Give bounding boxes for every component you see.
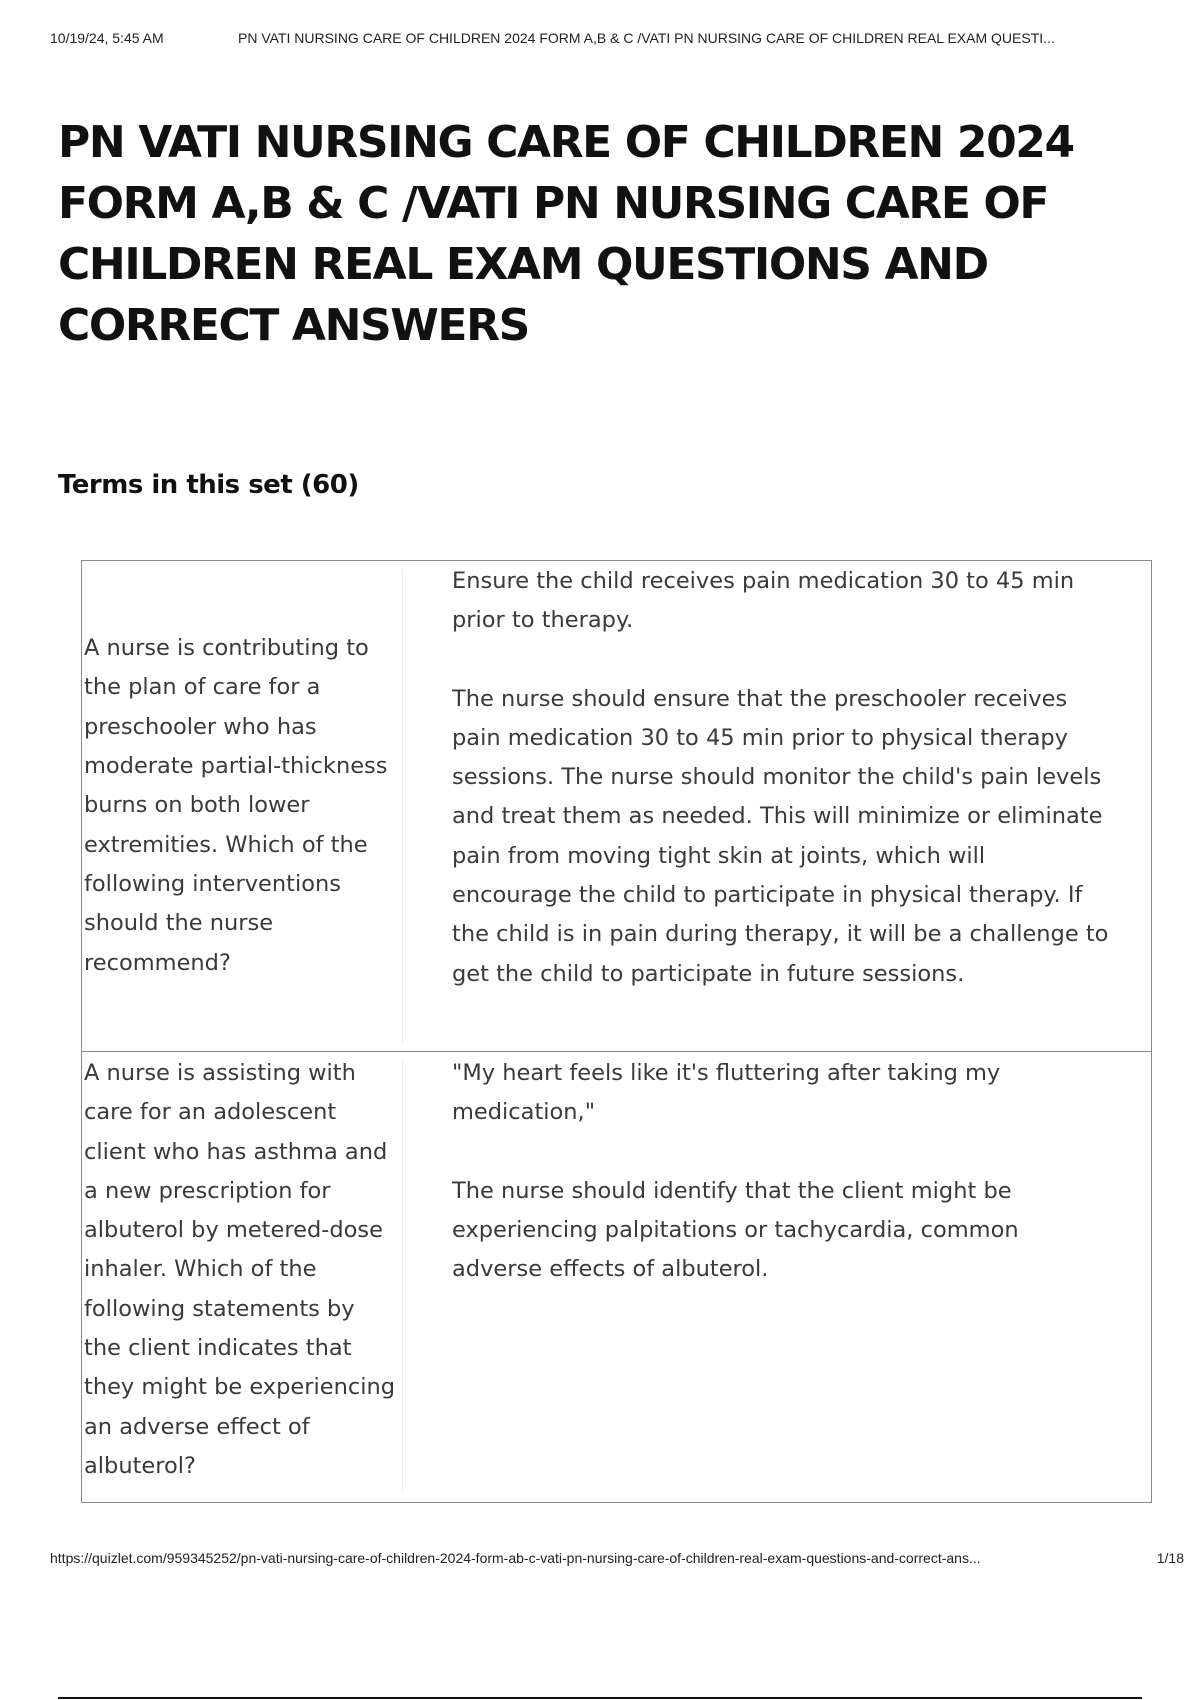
term-question: A nurse is contributing to the plan of care for a preschooler who has moderate partial-thickness burns on both lower extremities. Which of the following interventions should the nurse recommend? (84, 635, 388, 976)
page-divider (58, 1697, 1142, 1699)
term-card (82, 561, 1151, 1051)
term-rationale: The nurse should ensure that the preschooler receives pain medication 30 to 45 min prior to physical therapy sessions. The nurse should monitor the child's pain levels and treat them as needed. This will minimize or eliminate pain from moving tight skin at joints, which will encourage the child to participate in physical therapy. If the child is in pain during therapy, it will be a challenge to get the child to participate in future sessions. (452, 685, 1109, 987)
page-title: PN VATI NURSING CARE OF CHILDREN 2024 FORM A,B & C /VATI PN NURSING CARE OF CHILDREN REAL EXAM QUESTIONS AND CORRECT ANSWERS (58, 117, 1074, 351)
term-answer: Ensure the child receives pain medication 30 to 45 min prior to therapy. (452, 568, 1075, 634)
print-timestamp: 10/19/24, 5:45 AM (50, 30, 164, 46)
print-source-url: https://quizlet.com/959345252/pn-vati-nursing-care-of-children-2024-form-ab-c-vati-pn-nursing-care-of-children-real-exam-questions-and-correct-ans... (50, 1550, 981, 1566)
print-document-title: PN VATI NURSING CARE OF CHILDREN 2024 FORM A,B & C /VATI PN NURSING CARE OF CHILDREN REAL EXAM QUESTI... (238, 30, 1055, 46)
print-page-number: 1/18 (1156, 1550, 1184, 1566)
print-header (50, 30, 1166, 50)
term-card (82, 1051, 1151, 1502)
term-rationale: The nurse should identify that the client might be experiencing palpitations or tachycardia, common adverse effects of albuterol. (452, 1177, 1019, 1283)
term-definition (402, 1052, 1151, 1502)
terms-table (81, 560, 1152, 1503)
term-answer: "My heart feels like it's fluttering after taking my medication," (452, 1060, 1001, 1126)
print-footer (50, 1550, 1184, 1570)
terms-count-heading: Terms in this set (60) (58, 470, 359, 500)
term-question: A nurse is assisting with care for an adolescent client who has asthma and a new prescription for albuterol by metered-dose inhaler. Which of the following statements by the client indicates that they might be experiencing an adverse effect of albuterol? (84, 1060, 396, 1479)
term-definition (402, 561, 1151, 1051)
